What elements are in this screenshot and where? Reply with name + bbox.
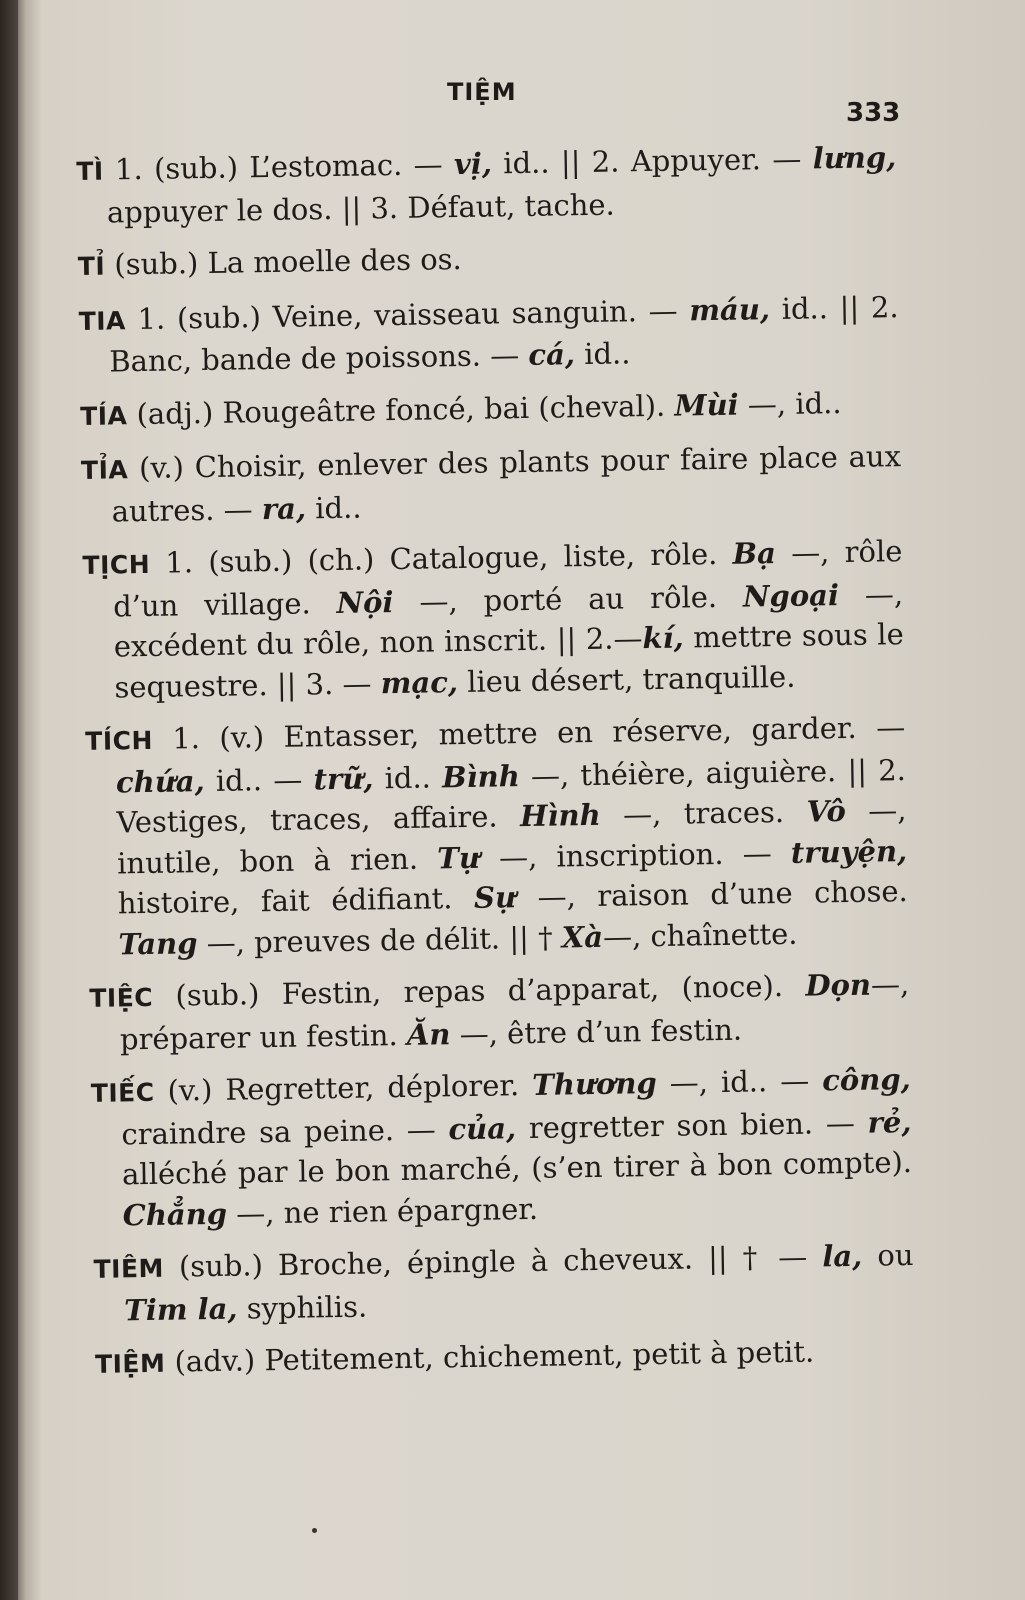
entry-text: 1. (v.) Entasser, mettre en réserve, garder. —	[152, 710, 906, 756]
entry-text: —, excédent du rôle, non inscrit. || 2.—	[113, 576, 904, 664]
entry-example-word: Bạ	[732, 536, 777, 571]
dictionary-entry	[89, 964, 910, 1060]
entry-text: —, rôle d’un village.	[112, 534, 903, 623]
entry-example-word: Chẳng	[122, 1196, 228, 1232]
entry-text: id.. || 2. Appuyer. —	[491, 141, 813, 181]
entry-example-word: Xà	[561, 919, 604, 954]
entry-example-word: la,	[822, 1238, 863, 1274]
entry-text: id.. || 2. Banc, bande de poissons. —	[109, 289, 899, 379]
entry-text: craindre sa peine. —	[121, 1111, 449, 1151]
entry-text: mettre sous le sequestre. || 3. —	[114, 617, 904, 704]
entry-text: —, ne rien épargner.	[226, 1191, 539, 1231]
entry-example-word: công,	[821, 1062, 911, 1098]
entry-example-word: Ăn	[406, 1016, 451, 1052]
entry-text: alléché par le bon marché, (s’en tirer à bon compte).	[121, 1144, 913, 1192]
dictionary-entry	[78, 287, 899, 383]
entry-text: —, inscription. —	[479, 835, 792, 875]
entry-example-word: Vô	[806, 793, 847, 829]
entry-headword: TIÊM	[93, 1253, 165, 1284]
entry-example-word: Dọn	[805, 967, 872, 1003]
entry-text: (sub.) Festin, repas d’apparat, (noce).	[152, 968, 806, 1013]
entry-text: regretter son bien. —	[515, 1105, 868, 1145]
entry-headword: TIẾC	[90, 1077, 155, 1108]
entry-text: id..	[305, 490, 362, 525]
entry-headword: TÍA	[79, 400, 128, 431]
print-speck	[312, 1528, 317, 1533]
entry-text: (v.) Regretter, déplorer.	[154, 1067, 533, 1108]
dictionary-entry	[95, 1330, 916, 1385]
entry-text: —, porté au rôle.	[393, 579, 744, 619]
entry-text: —, id.. —	[656, 1063, 823, 1100]
entry-text: —, chaînette.	[602, 916, 798, 954]
entry-headword: TỈA	[80, 455, 129, 485]
entry-example-word: Mùi	[674, 387, 739, 423]
entry-text: (sub.) La moelle des os.	[104, 241, 462, 282]
dictionary-entry	[85, 707, 909, 965]
entry-text: —, preuves de délit. || †	[197, 919, 563, 960]
entry-example-word: truyện,	[790, 833, 908, 870]
entry-text: 1. (sub.) L’estomac. —	[103, 147, 455, 187]
entry-example-word: ra,	[261, 490, 307, 526]
entry-text: histoire, fait édifiant.	[117, 880, 475, 921]
entry-text: 1. (sub.) (ch.) Catalogue, liste, rôle.	[149, 536, 733, 580]
dictionary-entry	[77, 232, 898, 287]
running-head: TIỆM	[447, 78, 517, 106]
entry-text: (sub.) Broche, épingle à cheveux. || † —	[163, 1239, 823, 1284]
entry-headword: TIỆC	[89, 982, 154, 1013]
entry-text: (adj.) Rougeâtre foncé, bai (cheval).	[127, 388, 675, 431]
dictionary-entry	[80, 382, 901, 437]
entry-headword: TỊCH	[82, 549, 151, 580]
entry-text: appuyer le dos. || 3. Défaut, tache.	[106, 187, 615, 230]
entry-example-word: Tự	[436, 840, 481, 875]
dictionary-entry	[90, 1059, 912, 1236]
entry-text: id..	[574, 336, 631, 372]
entry-example-word: Nội	[336, 584, 394, 620]
entry-headword: TÌ	[76, 156, 104, 186]
entry-text: syphilis.	[237, 1289, 368, 1326]
entry-text: id..	[373, 759, 443, 795]
dictionary-entry	[93, 1235, 914, 1331]
entry-example-word: Sự	[473, 880, 517, 915]
entry-example-word: vị,	[453, 146, 493, 182]
entry-example-word: lưng,	[812, 140, 897, 176]
entry-example-word: kí,	[642, 620, 684, 656]
entry-text: —, être d’un festin.	[450, 1012, 743, 1051]
entry-example-word: của,	[448, 1110, 517, 1146]
entry-example-word: rẻ,	[867, 1104, 912, 1140]
dictionary-entries	[76, 137, 915, 1397]
entry-text: 1. (sub.) Veine, vaisseau sanguin. —	[125, 292, 690, 336]
entry-example-word: Tang	[118, 925, 198, 961]
entry-text: lieu désert, tranquille.	[457, 659, 796, 699]
entry-example-word: Bình	[441, 758, 521, 794]
entry-headword: TIA	[78, 305, 127, 336]
dictionary-entry	[76, 137, 897, 233]
entry-headword: TÍCH	[85, 725, 154, 756]
entry-text: —, théière, aiguière. || 2. Vestiges, traces, affaire.	[116, 752, 907, 840]
entry-example-word: Hình	[519, 797, 601, 834]
entry-text: id.. —	[204, 761, 314, 798]
book-spine-shadow	[0, 0, 18, 1600]
dictionary-entry	[81, 436, 902, 532]
entry-text: ou	[861, 1237, 914, 1273]
entry-example-word: chứa,	[115, 763, 205, 799]
entry-example-word: Ngoại	[742, 577, 840, 614]
entry-example-word: Tim la,	[123, 1291, 238, 1327]
entry-text: —, id..	[738, 385, 842, 422]
entry-text: —, traces.	[600, 794, 807, 832]
entry-headword: TỈ	[77, 251, 106, 281]
entry-text: —, raison d’une chose.	[515, 874, 909, 915]
entry-example-word: mạc,	[380, 664, 459, 700]
entry-example-word: Thương	[531, 1065, 657, 1102]
page-number: 333	[846, 98, 901, 128]
entry-text: —, inutile, bon à rien.	[116, 793, 907, 880]
entry-headword: TIỆM	[94, 1348, 166, 1379]
entry-example-word: máu,	[689, 291, 771, 327]
dictionary-entry	[82, 531, 904, 708]
entry-text: —, préparer un festin.	[119, 967, 910, 1056]
entry-example-word: cá,	[528, 337, 576, 372]
entry-text: (adv.) Petitement, chichement, petit à petit.	[165, 1334, 815, 1379]
entry-example-word: trữ,	[313, 760, 374, 796]
entry-text: (v.) Choisir, enlever des plants pour faire place aux autres. —	[111, 439, 902, 528]
